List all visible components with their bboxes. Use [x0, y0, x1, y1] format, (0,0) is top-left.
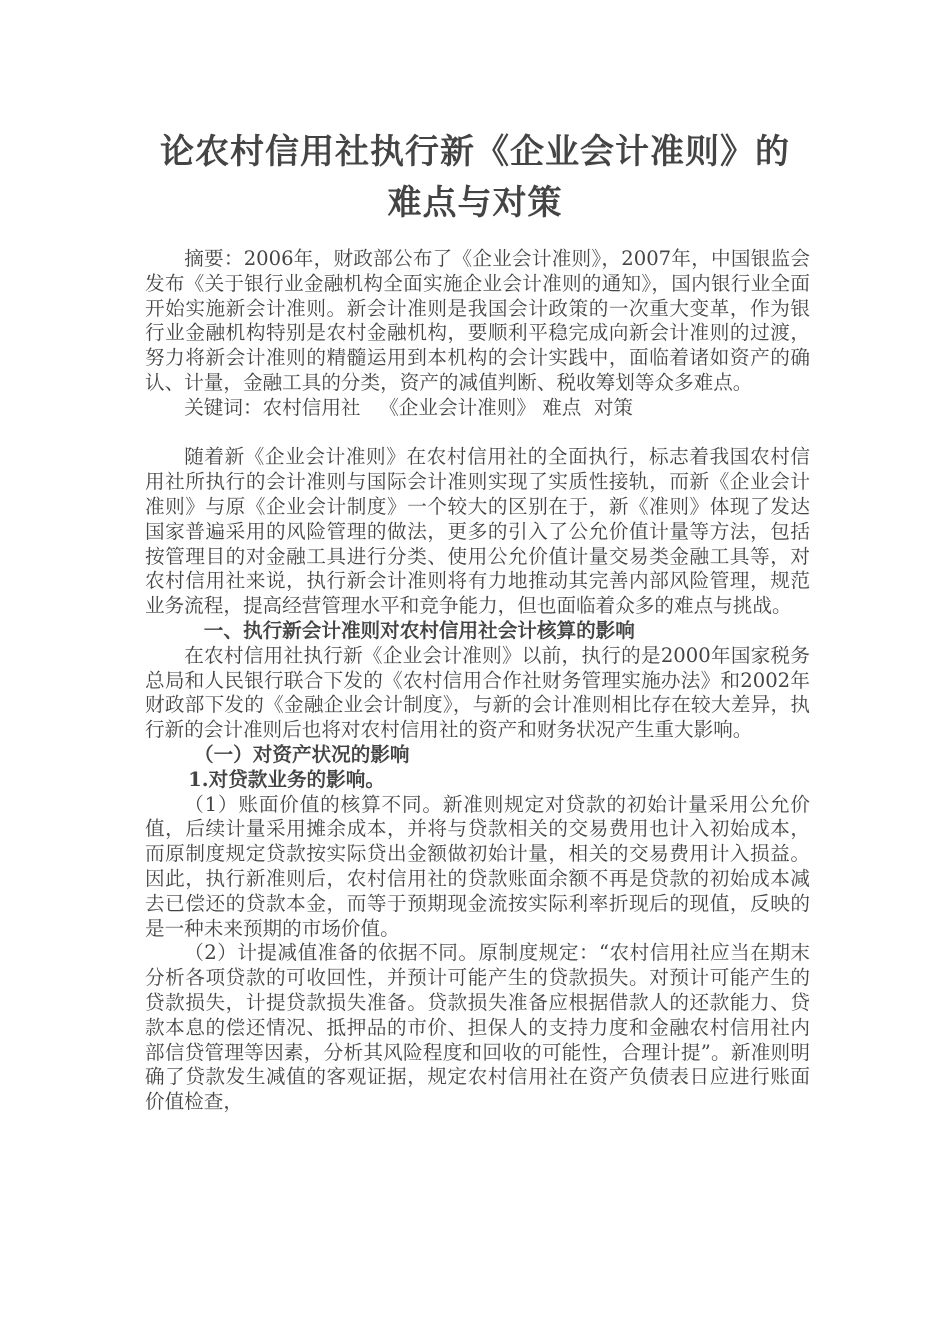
section-heading-1: 一、执行新会计准则对农村信用社会计核算的影响: [203, 618, 635, 642]
item-heading-1: 1.对贷款业务的影响。: [188, 767, 385, 791]
title-line-2: 难点与对策: [387, 183, 563, 223]
subsection-heading-1: （一）对资产状况的影响: [194, 742, 410, 766]
point-1-paragraph: （1）账面价值的核算不同。新准则规定对贷款的初始计量采用公允价值，后续计量采用摊余成本，并将与贷款相关的交易费用也计入初始成本，而原制度规定贷款按实际贷出金额做初始计量，相关的交易费用计入损益。因此，执行新准则后，农村信用社的贷款账面余额不再是贷款的初始成本减去已偿还的贷款本金，而等于预期现金流按实际利率折现后的现值，反映的是一种未来预期的市场价值。: [145, 792, 810, 940]
title-line-1: 论农村信用社执行新《企业会计准则》的: [160, 132, 790, 172]
intro-paragraph: 随着新《企业会计准则》在农村信用社的全面执行，标志着我国农村信用社所执行的会计准则与国际会计准则实现了实质性接轨，而新《企业会计准则》与原《企业会计制度》一个较大的区别在于，新《准则》体现了发达国家普遍采用的风险管理的做法，更多的引入了公允价值计量等方法，包括按管理目的对金融工具进行分类、使用公允价值计量交易类金融工具等，对农村信用社来说，执行新会计准则将有力地推动其完善内部风险管理，规范业务流程，提高经营管理水平和竞争能力，但也面临着众多的难点与挑战。: [145, 445, 810, 618]
paragraph-spacer: [145, 421, 810, 446]
section-1-paragraph: 在农村信用社执行新《企业会计准则》以前，执行的是2000年国家税务总局和人民银行联合下发的《农村信用合作社财务管理实施办法》和2002年财政部下发的《金融企业会计制度》，与新的会计准则相比存在较大差异，执行新的会计准则后也将对农村信用社的资产和财务状况产生重大影响。: [145, 643, 810, 742]
abstract-paragraph: 摘要：2006年，财政部公布了《企业会计准则》，2007年，中国银监会发布《关于银行业金融机构全面实施企业会计准则的通知》，国内银行业全面开始实施新会计准则。新会计准则是我国会计政策的一次重大变革，作为银行业金融机构特别是农村金融机构，要顺利平稳完成向新会计准则的过渡，努力将新会计准则的精髓运用到本机构的会计实践中，面临着诸如资产的确认、计量，金融工具的分类，资产的减值判断、税收筹划等众多难点。: [145, 247, 810, 394]
keywords-line: 关键词：农村信用社 《企业会计准则》 难点 对策: [184, 395, 634, 419]
document-body: [145, 247, 810, 1115]
point-2-paragraph: （2）计提减值准备的依据不同。原制度规定：“农村信用社应当在期末分析各项贷款的可收回性，并预计可能产生的贷款损失。对预计可能产生的贷款损失，计提贷款损失准备。贷款损失准备应根据借款人的还款能力、贷款本息的偿还情况、抵押品的市价、担保人的支持力度和金融农村信用社内部信贷管理等因素，分析其风险程度和回收的可能性，合理计提”。新准则明确了贷款发生减值的客观证据，规定农村信用社在资产负债表日应进行账面价值检查，: [145, 941, 810, 1114]
